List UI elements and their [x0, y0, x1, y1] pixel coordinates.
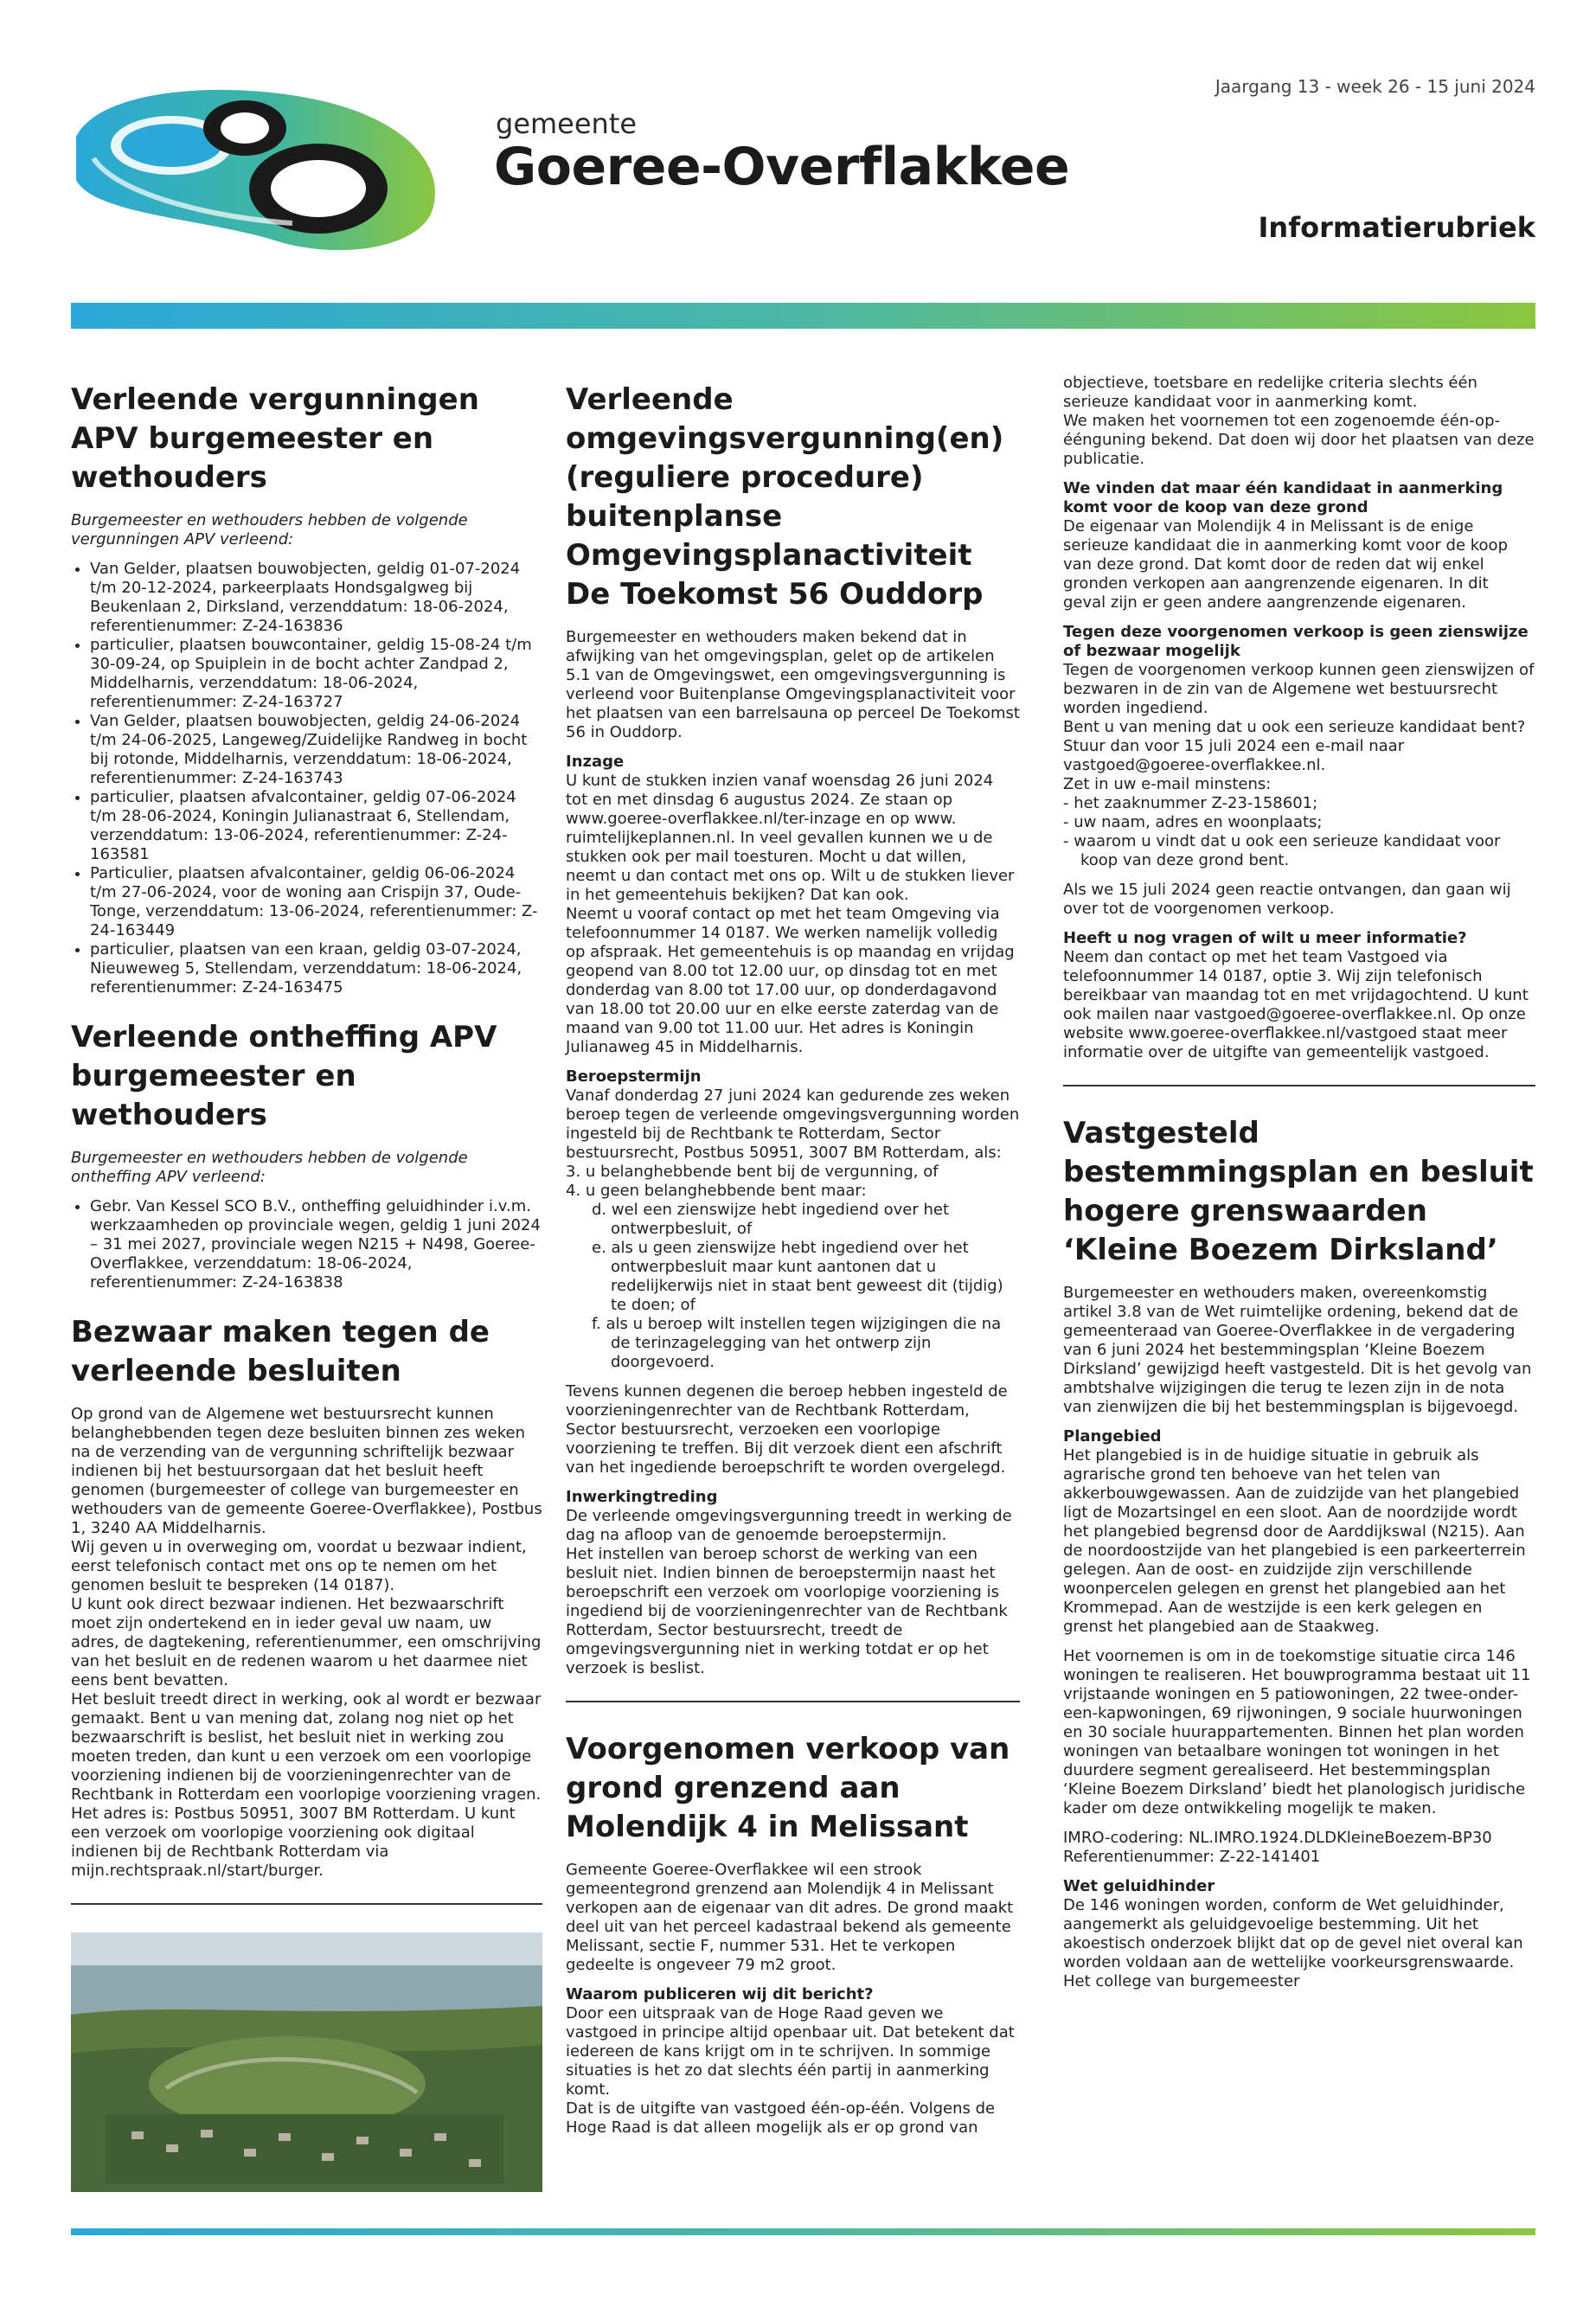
list-item: - waarom u vindt dat u ook een serieuze kandidaat voor koop van deze grond bent.: [1063, 832, 1501, 869]
column-1: [71, 381, 542, 2192]
divider: [1063, 1085, 1535, 1086]
list-item: • Gebr. Van Kessel SCO B.V., ontheffing geluidhinder i.v.m. werkzaamheden op provinciale wegen, geldig 1 juni 2024 – 31 mei 2027, provinciale wegen N215 + N498, Goeree-Overflakkee, verzenddatum: 18-06-2024, referentienummer: Z-24-163838: [90, 1197, 542, 1292]
list-item: • particulier, plaatsen bouwcontainer, geldig 15-08-24 t/m 30-09-24, op Spuiplein in de bocht achter Zandpad 2, Middelharnis, verzenddatum: 18-06-2024, referentienummer: Z-24-163727: [90, 636, 542, 712]
apv-title: Verleende vergunningen APV burgemeester en wethouders: [71, 382, 479, 495]
kandidaat-heading: We vinden dat maar één kandidaat in aanmerking komt voor de koop van deze grond: [1063, 479, 1503, 516]
geluidhinder-heading: Wet geluidhinder: [1063, 1877, 1215, 1895]
inzage-p2: Neemt u vooraf contact op met het team Omgeving via telefoonnummer 14 0187. We werken namelijk volledig op afspraak. Het gemeentehuis is op maandag en vrijdag geopend van 8.00 tot 12.00 uur, op dinsdag tot en met donderdag van 8.00 tot 17.00 uur, op donderdagavond van 18.00 tot 20.00 uur en elke eerste zaterdag van de maand van 9.00 tot 11.00 uur. Het adres is Koningin Julianaweg 45 in Middelharnis.: [566, 905, 1015, 1056]
divider: [71, 1903, 542, 1905]
zienswijze-p3: Zet in uw e-mail minstens:: [1063, 775, 1272, 793]
waarom-p1: Door een uitspraak van de Hoge Raad geven we vastgoed in principe altijd openbaar uit. Dat betekent dat iedereen de kans krijgt om in te schrijven. In sommige situaties is het zo dat slechts één partij in aanmerking komt.: [566, 2004, 1015, 2099]
vragen-heading: Heeft u nog vragen of wilt u meer informatie?: [1063, 929, 1467, 947]
geluidhinder-p: De 146 woningen worden, conform de Wet geluidhinder, aangemerkt als geluidgevoelige bestemming. Uit het akoestisch onderzoek blijkt dat op de gevel niet overal kan worden voldaan aan de wettelijke voorkeursgrenswaarde. Het college van burgemeester: [1063, 1896, 1523, 1990]
brand-gemeente: gemeente: [496, 107, 638, 140]
plan-p1: Burgemeester en wethouders maken, overeenkomstig artikel 3.8 van de Wet ruimtelijke ordening, bekend dat de gemeenteraad van Goeree-Overflakkee in de vergadering van 6 juni 2024 het bestemmingsplan ‘Kleine Boezem Dirksland’ gewijzigd heeft vastgesteld. Dit is het gevolg van ambtshalve wijzigingen die terug te lezen zijn in de nota van zienwijzen die bij het bestemmingsplan is bijgevoegd.: [1063, 1284, 1532, 1416]
ontheffing-list: [71, 1197, 542, 1292]
verkoop-p1: Gemeente Goeree-Overflakkee wil een strook gemeentegrond grenzend aan Molendijk 4 in Melissant verkopen aan de eigenaar van dit adres. De grond maakt deel uit van het perceel kadastraal bekend als gemeente Melissant, sectie F, nummer 531. Het te verkopen gedeelte is ongeveer 79 m2 groot.: [566, 1861, 1014, 1974]
inwerking-p1: De verleende omgevingsvergunning treedt in werking de dag na afloop van de genoemde beroepstermijn.: [566, 1507, 1012, 1544]
inzage-heading: Inzage: [566, 753, 625, 771]
plangebied-p2: Het voornemen is om in de toekomstige situatie circa 146 woningen te realiseren. Het bouwprogramma bestaat uit 11 vrijstaande woningen en 5 patiowoningen, 22 twee-onder-een-kapwoningen, 69 rijwoningen, 9 sociale huurwoningen en 30 sociale huurappartementen. Binnen het plan worden woningen van betaalbare woningen tot woningen in het duurdere segment gerealiseerd. Het bestemmingsplan ‘Kleine Boezem Dirksland’ biedt het planologisch juridische kader om deze ontwikkeling mogelijk te maken.: [1063, 1647, 1531, 1817]
rubric-title: Informatierubriek: [1258, 211, 1535, 244]
ontheffing-intro: Burgemeester en wethouders hebben de volgende ontheffing APV verleend:: [71, 1149, 468, 1186]
beroep-heading: Beroepstermijn: [566, 1067, 702, 1086]
list-item: • Van Gelder, plaatsen bouwobjecten, geldig 01-07-2024 t/m 20-12-2024, parkeerplaats Hondsgalgweg bij Beukenlaan 2, Dirksland, verzenddatum: 18-06-2024, referentienummer: Z-24-163836: [90, 560, 542, 636]
beroep-item-d: d. wel een zienswijze hebt ingediend over het ontwerpbesluit, of: [592, 1201, 949, 1238]
waarom-p2: Dat is de uitgifte van vastgoed één-op-één. Volgens de Hoge Raad is dat alleen mogelijk als er op grond van: [566, 2099, 996, 2137]
zienswijze-heading: Tegen deze voorgenomen verkoop is geen zienswijze of bezwaar mogelijk: [1063, 623, 1529, 660]
zienswijze-p1: Tegen de voorgenomen verkoop kunnen geen zienswijzen of bezwaren in de zin van de Algemene wet bestuursrecht worden ingediend.: [1063, 661, 1535, 717]
inwerking-heading: Inwerkingtreding: [566, 1488, 718, 1506]
brand-name: Goeree-Overflakkee: [494, 137, 1070, 197]
apv-list: [71, 560, 542, 997]
beroep-item-e: e. als u geen zienswijze hebt ingediend over het ontwerpbesluit maar kunt aantonen dat u redelijkerwijs niet in staat bent geweest dit (tijdig) te doen; of: [592, 1239, 1003, 1314]
issue-line: Jaargang 13 - week 26 - 15 juni 2024: [1215, 76, 1535, 97]
bezwaar-p2: Wij geven u in overweging om, voordat u bezwaar indient, eerst telefonisch contact met ons op te nemen om het genomen besluit te bespreken (14 0187).: [71, 1538, 527, 1594]
zienswijze-p4: Als we 15 juli 2024 geen reactie ontvangen, dan gaan wij over tot de voorgenomen verkoop.: [1063, 881, 1511, 918]
bottom-color-band: [71, 2228, 1535, 2235]
list-item: - uw naam, adres en woonplaats;: [1063, 813, 1323, 831]
vragen-p: Neem dan contact op met het team Vastgoed via telefoonnummer 14 0187, optie 3. Wij zijn telefonisch bereikbaar van maandag tot en met vrijdagochtend. U kunt ook mailen naar vastgoed@goeree-overflakkee.nl. Op onze website www.goeree-overflakkee.nl/vastgoed staat meer informatie over de uitgifte van gemeentelijk vastgoed.: [1063, 948, 1529, 1061]
plangebied-p1: Het plangebied is in de huidige situatie in gebruik als agrarische grond ten behoeve van het telen van akkerbouwgewassen. Aan de zuidzijde van het plangebied ligt de Mozartsingel en een sloot. Aan de noordzijde wordt het plangebied begrensd door de Aarddijkswal (N215). Aan de noordoostzijde van het plangebied is een parkeerterrein gelegen. Aan de oost- en zuidzijde zijn verschillende woonpercelen gelegen en grenst het plangebied aan het Krommepad. Aan de westzijde is een kerk gelegen en grenst het plangebied aan de Staakweg.: [1063, 1446, 1526, 1636]
ontheffing-title: Verleende ontheffing APV burgemeester en wethouders: [71, 1020, 497, 1132]
zienswijze-list: [1063, 794, 1535, 870]
bezwaar-p4: Het besluit treedt direct in werking, ook al wordt er bezwaar gemaakt. Bent u van mening dat, zolang nog niet op het bezwaarschrift is beslist, het besluit niet in werking zou moeten treden, dan kunt u een verzoek om een voorlopige voorziening indienen bij de voorzieningenrechter van de Rechtbank in Rotterdam een voorlopige voorziening vragen. Het adres is: Postbus 50951, 3007 BM Rotterdam. U kunt een verzoek om voorlopige voorziening ook digitaal indienen bij de Rechtbank Rotterdam via mijn.rechtspraak.nl/start/burger.: [71, 1690, 542, 1880]
divider: [566, 1701, 1020, 1702]
beroep-item-3: 3. u belanghebbende bent bij de vergunning, of: [566, 1163, 939, 1181]
column-3: [1063, 374, 1535, 1991]
bezwaar-p1: Op grond van de Algemene wet bestuursrecht kunnen belanghebbenden tegen deze besluiten binnen zes weken na de verzending van de vergunning schriftelijk bezwaar indienen bij het bestuursorgaan dat het besluit heeft genomen (burgemeester of college van burgemeester en wethouders van de gemeente Goeree-Overflakkee), Postbus 1, 3240 AA Middelharnis.: [71, 1405, 542, 1537]
omgevingsvergunning-title: Verleende omgevingsvergunning(en) (reguliere procedure) buitenplanse Omgevingsplanactiviteit De Toekomst 56 Ouddorp: [566, 382, 1004, 612]
beroep-item-f: f. als u beroep wilt instellen tegen wijzigingen die na de terinzagelegging van het ontwerp zijn doorgevoerd.: [592, 1315, 1002, 1371]
kandidaat-p: De eigenaar van Molendijk 4 in Melissant is de enige serieuze kandidaat die in aanmerking komt voor de koop van deze grond. Dat komt door de reden dat wij enkel gronden verkopen aan aangrenzende eigenaren. In dit geval zijn er geen andere aangrenzende eigenaren.: [1063, 517, 1508, 612]
list-item: • Particulier, plaatsen afvalcontainer, geldig 06-06-2024 t/m 27-06-2024, voor de woning aan Crispijn 37, Oude-Tonge, verzenddatum: 13-06-2024, referentienummer: Z-24-163449: [90, 864, 542, 940]
plangebied-heading: Plangebied: [1063, 1427, 1162, 1445]
inwerking-p2: Het instellen van beroep schorst de werking van een besluit niet. Indien binnen de beroepstermijn naast het beroepschrift een verzoek om voorlopige voorziening is ingediend bij de voorzieningenrechter van de Rechtbank Rotterdam, Sector bestuursrecht, treedt de omgevingsvergunning niet in werking totdat er op het verzoek is beslist.: [566, 1545, 1008, 1677]
list-item: • particulier, plaatsen afvalcontainer, geldig 07-06-2024 t/m 28-06-2024, Koningin Julianastraat 6, Stellendam, verzenddatum: 13-06-2024, referentienummer: Z-24-163581: [90, 788, 542, 864]
inzage-p1: U kunt de stukken inzien vanaf woensdag 26 juni 2024 tot en met dinsdag 6 augustus 2024. Ze staan op www.goeree-overflakkee.nl/ter-inzage en op www. ruimtelijkeplannen.nl. In veel gevallen kunnen we u de stukken ook per mail toesturen. Mocht u dat willen, neemt u dan contact met ons op. Wilt u de stukken liever in het gemeentehuis bekijken? Dat kan ook.: [566, 772, 1015, 904]
bezwaar-p3: U kunt ook direct bezwaar indienen. Het bezwaarschrift moet zijn ondertekend en in ieder geval uw naam, uw adres, de dagtekening, referentienummer, een omschrijving van het besluit en de redenen waarom u het daarmee niet eens bent bevatten.: [71, 1595, 542, 1689]
bestemmingsplan-title: Vastgesteld bestemmingsplan en besluit hogere grenswaarden ‘Kleine Boezem Dirksland’: [1063, 1116, 1534, 1267]
beroep-p1: Vanaf donderdag 27 juni 2024 kan gedurende zes weken beroep tegen de verleende omgevingsvergunning worden ingesteld bij de Rechtbank te Rotterdam, Sector bestuursrecht, Postbus 50951, 3007 BM Rotterdam, als:: [566, 1086, 1020, 1162]
continued-p2: We maken het voornemen tot een zogenoemde één-op-éénguning bekend. Dat doen wij door het plaatsen van deze publicatie.: [1063, 412, 1535, 468]
imro-code: IMRO-codering: NL.IMRO.1924.DLDKleineBoezem-BP30: [1063, 1829, 1492, 1847]
verkoop-title: Voorgenomen verkoop van grond grenzend aan Molendijk 4 in Melissant: [566, 1732, 1010, 1844]
beroep-item-4: 4. u geen belanghebbende bent maar:: [566, 1182, 867, 1200]
aerial-photo: [71, 1932, 542, 2192]
continued-p1: objectieve, toetsbare en redelijke criteria slechts één serieuze kandidaat voor in aanmerking komt.: [1063, 374, 1477, 411]
list-item: - het zaaknummer Z-23-158601;: [1063, 794, 1318, 812]
reference-number: Referentienummer: Z-22-141401: [1063, 1848, 1321, 1866]
beroep-p2: Tevens kunnen degenen die beroep hebben ingesteld de voorzieningenrechter van de Rechtbank Rotterdam, Sector bestuursrecht, verzoeken een voorlopige voorziening te treffen. Bij dit verzoek dient een afschrift van het ingediende beroepschrift te worden overgelegd.: [566, 1382, 1008, 1477]
list-item: • particulier, plaatsen van een kraan, geldig 03-07-2024, Nieuweweg 5, Stellendam, verzenddatum: 18-06-2024, referentienummer: Z-24-163475: [90, 940, 542, 997]
top-color-band: [71, 303, 1535, 329]
municipality-logo: [67, 76, 457, 258]
apv-intro: Burgemeester en wethouders hebben de volgende vergunningen APV verleend:: [71, 511, 468, 548]
list-item: • Van Gelder, plaatsen bouwobjecten, geldig 24-06-2024 t/m 24-06-2025, Langeweg/Zuidelijke Randweg in bocht bij rotonde, Middelharnis, verzenddatum: 18-06-2024, referentienummer: Z-24-163743: [90, 712, 542, 788]
column-2: [566, 381, 1020, 2138]
omg-intro: Burgemeester en wethouders maken bekend dat in afwijking van het omgevingsplan, gelet op de artikelen 5.1 van de Omgevingswet, een omgevingsvergunning is verleend voor Buitenplanse Omgevingsplanactiviteit voor het plaatsen van een barrelsauna op perceel De Toekomst 56 in Ouddorp.: [566, 628, 1020, 741]
bezwaar-title: Bezwaar maken tegen de verleende besluiten: [71, 1315, 490, 1388]
waarom-heading: Waarom publiceren wij dit bericht?: [566, 1985, 874, 2003]
zienswijze-p2: Bent u van mening dat u ook een serieuze kandidaat bent? Stuur dan voor 15 juli 2024 een e-mail naar vastgoed@goeree-overflakkee.nl.: [1063, 718, 1526, 774]
